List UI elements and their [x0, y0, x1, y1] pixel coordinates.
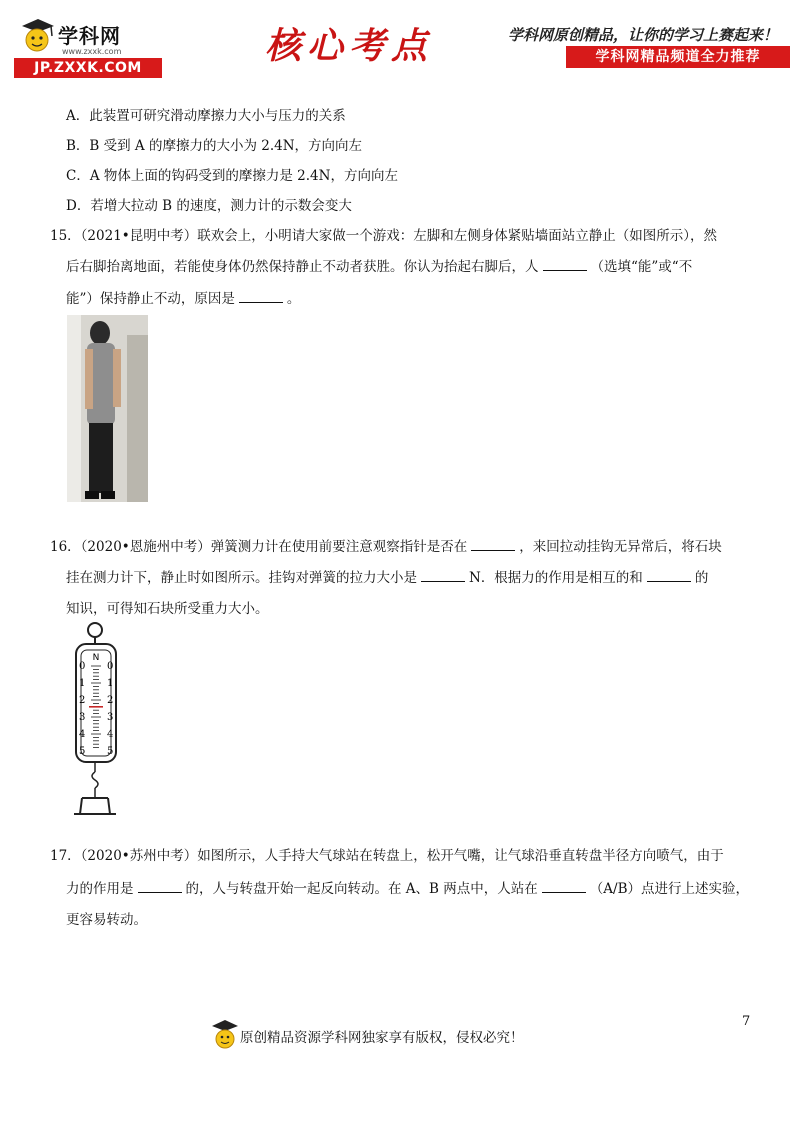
scale-label-left: 5 [79, 746, 86, 757]
scale-label-right: 5 [107, 746, 114, 757]
scale-label-right: 2 [107, 695, 114, 706]
scale-label-right: 3 [107, 712, 114, 723]
q16-text: 挂在测力计下，静止时如图所示。挂钩对弹簧的拉力大小是 [66, 570, 417, 586]
q16-text: N．根据力的作用是相互的和 [469, 570, 643, 586]
q16-blank-2[interactable] [421, 567, 465, 582]
copyright-notice: 原创精品资源学科网独家享有版权，侵权必究！ [240, 1030, 524, 1046]
q17-text: 的，人与转盘开始一起反向转动。在 A、B 两点中，人站在 [185, 881, 538, 897]
scale-unit: N [92, 653, 100, 663]
q15-text: （选填“能”或“不 [590, 259, 693, 275]
scale-label-left: 4 [79, 729, 86, 740]
header-slogan: 学科网原创精品，让你的学习上赛起来！ [508, 26, 779, 44]
wall-standing-photo [67, 315, 148, 502]
channel-badge: 学科网精品频道全力推荐 [566, 46, 790, 68]
scale-label-left: 0 [79, 661, 86, 672]
scale-label-right: 4 [107, 729, 114, 740]
q17-line-2 [66, 878, 749, 899]
q16-blank-3[interactable] [647, 567, 691, 582]
mascot-icon [18, 16, 56, 58]
footer-mascot-icon [210, 1018, 240, 1052]
q15-line-3 [66, 288, 300, 309]
q15-line-1: 15．（2021•昆明中考）联欢会上，小明请大家做一个游戏：左脚和左侧身体紧贴墙面站立静止（如图所示），然 [50, 228, 717, 244]
page-number: 7 [742, 1014, 751, 1029]
q16-blank-1[interactable] [471, 536, 515, 551]
option-d: D．若增大拉动 B 的速度，测力计的示数会变大 [66, 198, 352, 214]
q16-text: 的 [694, 570, 709, 586]
option-c: C．A 物体上面的钩码受到的摩擦力是 2.4N，方向向左 [66, 168, 398, 184]
q16-line-1 [50, 536, 722, 557]
option-a: A．此装置可研究滑动摩擦力大小与压力的关系 [66, 108, 346, 124]
site-logo[interactable] [14, 14, 164, 74]
q17-line-1: 17．（2020•苏州中考）如图所示，人手持大气球站在转盘上，松开气嘴，让气球沿垂直转盘半径方向喷气，由于 [50, 848, 724, 864]
scale-label-left: 1 [79, 678, 86, 689]
q16-text: ，来回拉动挂钩无异常后，将石块 [519, 539, 722, 555]
q17-line-3: 更容易转动。 [66, 912, 147, 928]
q15-blank-1[interactable] [543, 256, 587, 271]
q15-text: 能”）保持静止不动，原因是 [66, 291, 235, 307]
q16-line-3: 知识，可得知石块所受重力大小。 [66, 601, 269, 617]
logo-name: 学科网 [58, 24, 121, 48]
logo-domain: JP.ZXXK.COM [14, 58, 162, 78]
footer [210, 1018, 590, 1052]
option-b: B．B 受到 A 的摩擦力的大小为 2.4N，方向向左 [66, 138, 363, 154]
q15-text: 。 [286, 291, 301, 307]
q15-text: 后右脚抬离地面，若能使身体仍然保持静止不动者获胜。你认为抬起右脚后，人 [66, 259, 539, 275]
q16-text: 16．（2020•恩施州中考）弹簧测力计在使用前要注意观察指针是否在 [50, 539, 468, 555]
spring-scale-figure [70, 620, 132, 820]
logo-url: www.zxxk.com [62, 47, 122, 56]
q17-blank-2[interactable] [542, 878, 586, 893]
scale-label-right: 0 [107, 661, 114, 672]
q16-line-2 [66, 567, 708, 588]
scale-label-left: 2 [79, 695, 86, 706]
q17-blank-1[interactable] [138, 878, 182, 893]
scale-label-right: 1 [107, 678, 114, 689]
header-title: 核心考点 [265, 25, 434, 67]
q15-line-2 [66, 256, 692, 277]
q17-text: 力的作用是 [66, 881, 134, 897]
q15-blank-2[interactable] [239, 288, 283, 303]
scale-label-left: 3 [79, 712, 86, 723]
q17-text: （A/B）点进行上述实验， [589, 881, 749, 897]
